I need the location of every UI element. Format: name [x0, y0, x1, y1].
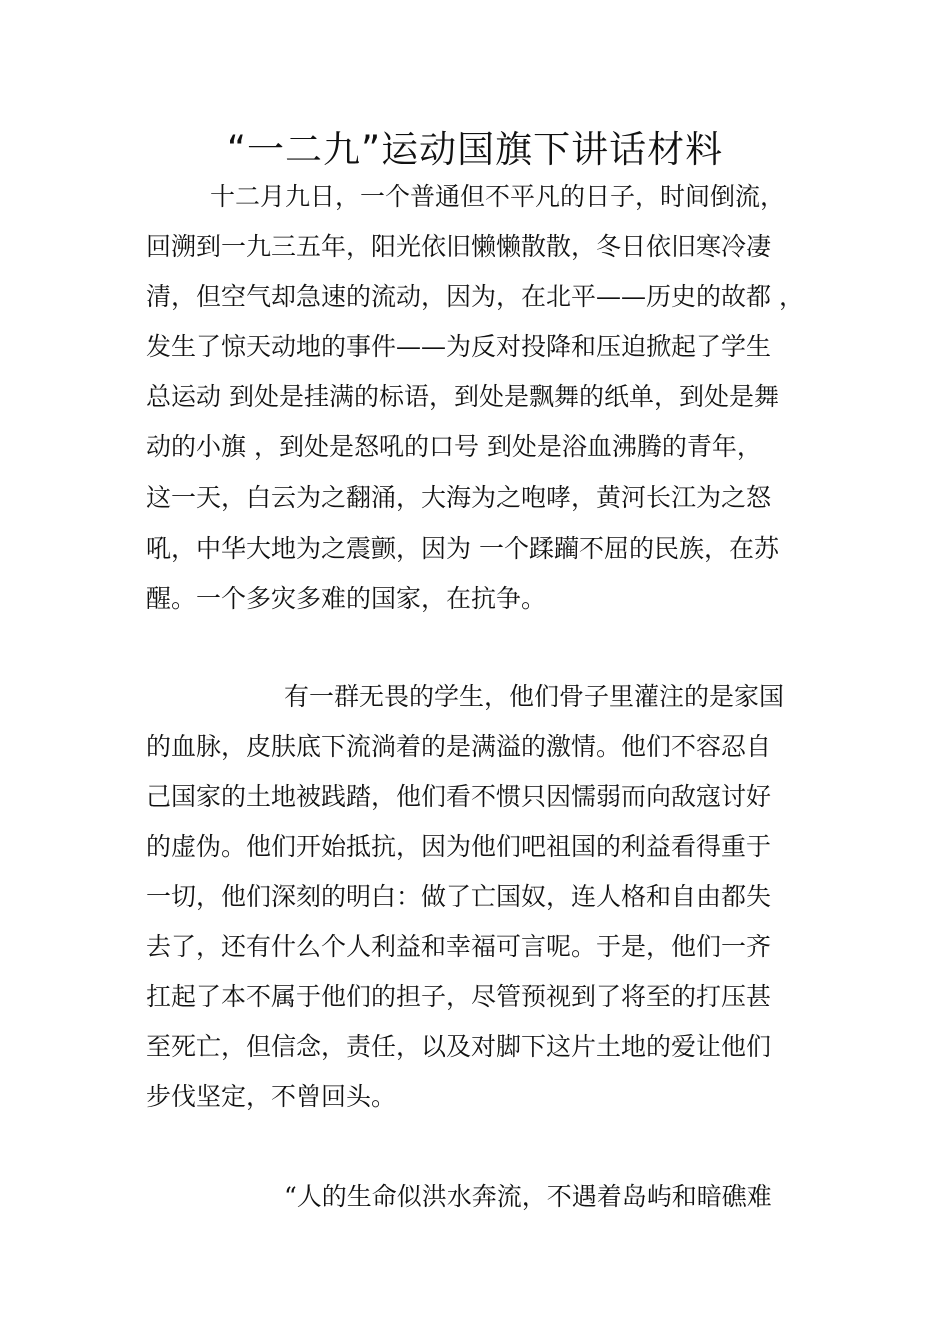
paragraph-2-line-2: 的血脉，皮肤底下流淌着的是满溢的激情。他们不容忍自 [146, 732, 772, 761]
document-title: “一二九”运动国旗下讲话材料 [226, 128, 724, 171]
paragraph-2-line-9: 步伐坚定，不曾回头。 [146, 1082, 397, 1111]
paragraph-1-line-3: 清，但空气却急速的流动，因为，在北平——历史的故都 ， [146, 282, 804, 311]
paragraph-3-line-1: “人的生命似洪水奔流，不遇着岛屿和暗礁难 [284, 1182, 772, 1211]
paragraph-2-line-1: 有一群无畏的学生，他们骨子里灌注的是家国 [284, 682, 785, 711]
paragraph-1-line-2: 回溯到一九三五年，阳光依旧懒懒散散，冬日依旧寒冷凄 [146, 232, 772, 261]
paragraph-1-line-5: 总运动 到处是挂满的标语，到处是飘舞的纸单，到处是舞 [146, 382, 779, 411]
paragraph-2-line-4: 的虚伪。他们开始抵抗，因为他们吧祖国的利益看得重于 [146, 832, 772, 861]
paragraph-2-line-3: 己国家的土地被践踏，他们看不惯只因懦弱而向敌寇讨好 [146, 782, 772, 811]
paragraph-1-line-6: 动的小旗 ，到处是怒吼的口号 到处是浴血沸腾的青年， [146, 432, 762, 461]
paragraph-1-line-7: 这一天，白云为之翻涌，大海为之咆哮，黄河长江为之怒 [146, 483, 772, 512]
paragraph-1-line-1: 十二月九日，一个普通但不平凡的日子，时间倒流， [210, 182, 786, 211]
paragraph-2-line-5: 一切，他们深刻的明白：做了亡国奴，连人格和自由都失 [146, 882, 772, 911]
paragraph-2-line-6: 去了，还有什么个人利益和幸福可言呢。于是，他们一齐 [146, 932, 772, 961]
paragraph-1-line-4: 发生了惊天动地的事件——为反对投降和压迫掀起了学生 [146, 332, 772, 361]
paragraph-1-line-8: 吼，中华大地为之震颤，因为 一个蹂躏不屈的民族，在苏 [146, 534, 779, 563]
paragraph-2-line-7: 扛起了本不属于他们的担子，尽管预视到了将至的打压甚 [146, 982, 772, 1011]
paragraph-2-line-8: 至死亡，但信念，责任，以及对脚下这片土地的爱让他们 [146, 1032, 772, 1061]
paragraph-1-line-9: 醒。一个多灾多难的国家，在抗争。 [146, 584, 547, 613]
